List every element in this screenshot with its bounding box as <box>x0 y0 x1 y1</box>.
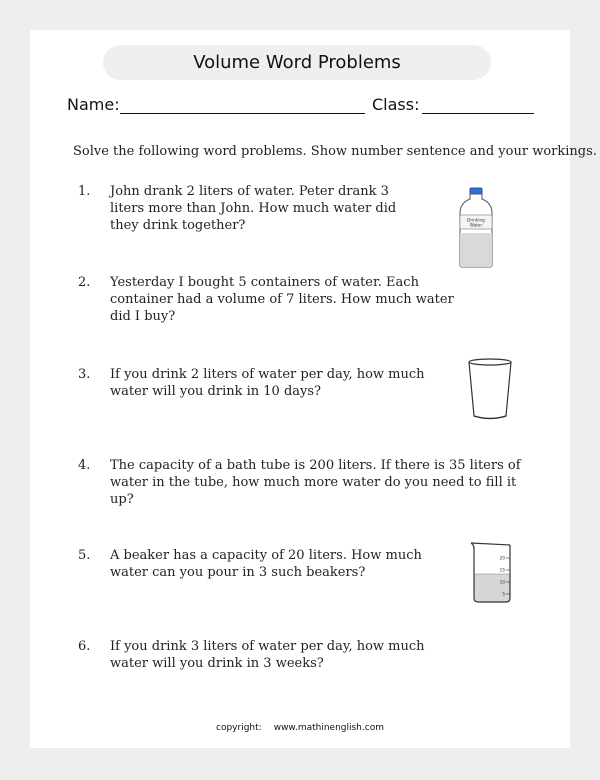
bottle-label: Drinking <box>467 217 485 223</box>
svg-text:Water: Water <box>469 222 483 228</box>
problem-text: Yesterday I bought 5 containers of water. Each container had a volume of 7 liters. How much water did I buy? <box>110 275 454 324</box>
water-bottle-picture <box>458 187 494 269</box>
beaker-mark: 15 <box>499 567 505 573</box>
drinking-glass-picture <box>467 358 513 422</box>
problem-number: 6. <box>78 639 91 654</box>
problem-text: If you drink 3 liters of water per day, how much water will you drink in 3 weeks? <box>110 639 425 671</box>
problem-number: 4. <box>78 458 91 473</box>
beaker-mark: 10 <box>499 579 505 585</box>
beaker-mark: 20 <box>499 555 505 561</box>
beaker-picture <box>470 540 516 604</box>
problem-number: 1. <box>78 184 91 199</box>
class-label: Class: <box>372 95 420 114</box>
name-blank-line <box>120 113 365 114</box>
website-link[interactable]: www.mathinenglish.com <box>273 723 384 733</box>
problem-number: 3. <box>78 367 91 382</box>
problem-number: 5. <box>78 548 91 563</box>
problem-text: If you drink 2 liters of water per day, how much water will you drink in 10 days? <box>110 367 425 399</box>
problem-text: The capacity of a bath tube is 200 liters. If there is 35 liters of water in the tube, how much more water do you need to fill it up? <box>110 458 521 507</box>
name-label: Name: <box>67 95 120 114</box>
beaker-mark: 5 <box>502 591 505 597</box>
problem-number: 2. <box>78 275 91 290</box>
instructions: Solve the following word problems. Show number sentence and your workings. <box>73 144 597 159</box>
worksheet-page <box>30 30 597 748</box>
page-title: Volume Word Problems <box>103 45 491 80</box>
copyright-label: copyright: <box>216 723 262 733</box>
problem-text: John drank 2 liters of water. Peter drank 3 liters more than John. How much water did they drink together? <box>110 184 397 233</box>
name-class-row <box>67 92 537 118</box>
problem-text: A beaker has a capacity of 20 liters. How much water can you pour in 3 such beakers? <box>110 548 422 580</box>
class-blank-line <box>422 113 534 114</box>
copyright-footer <box>30 723 570 733</box>
